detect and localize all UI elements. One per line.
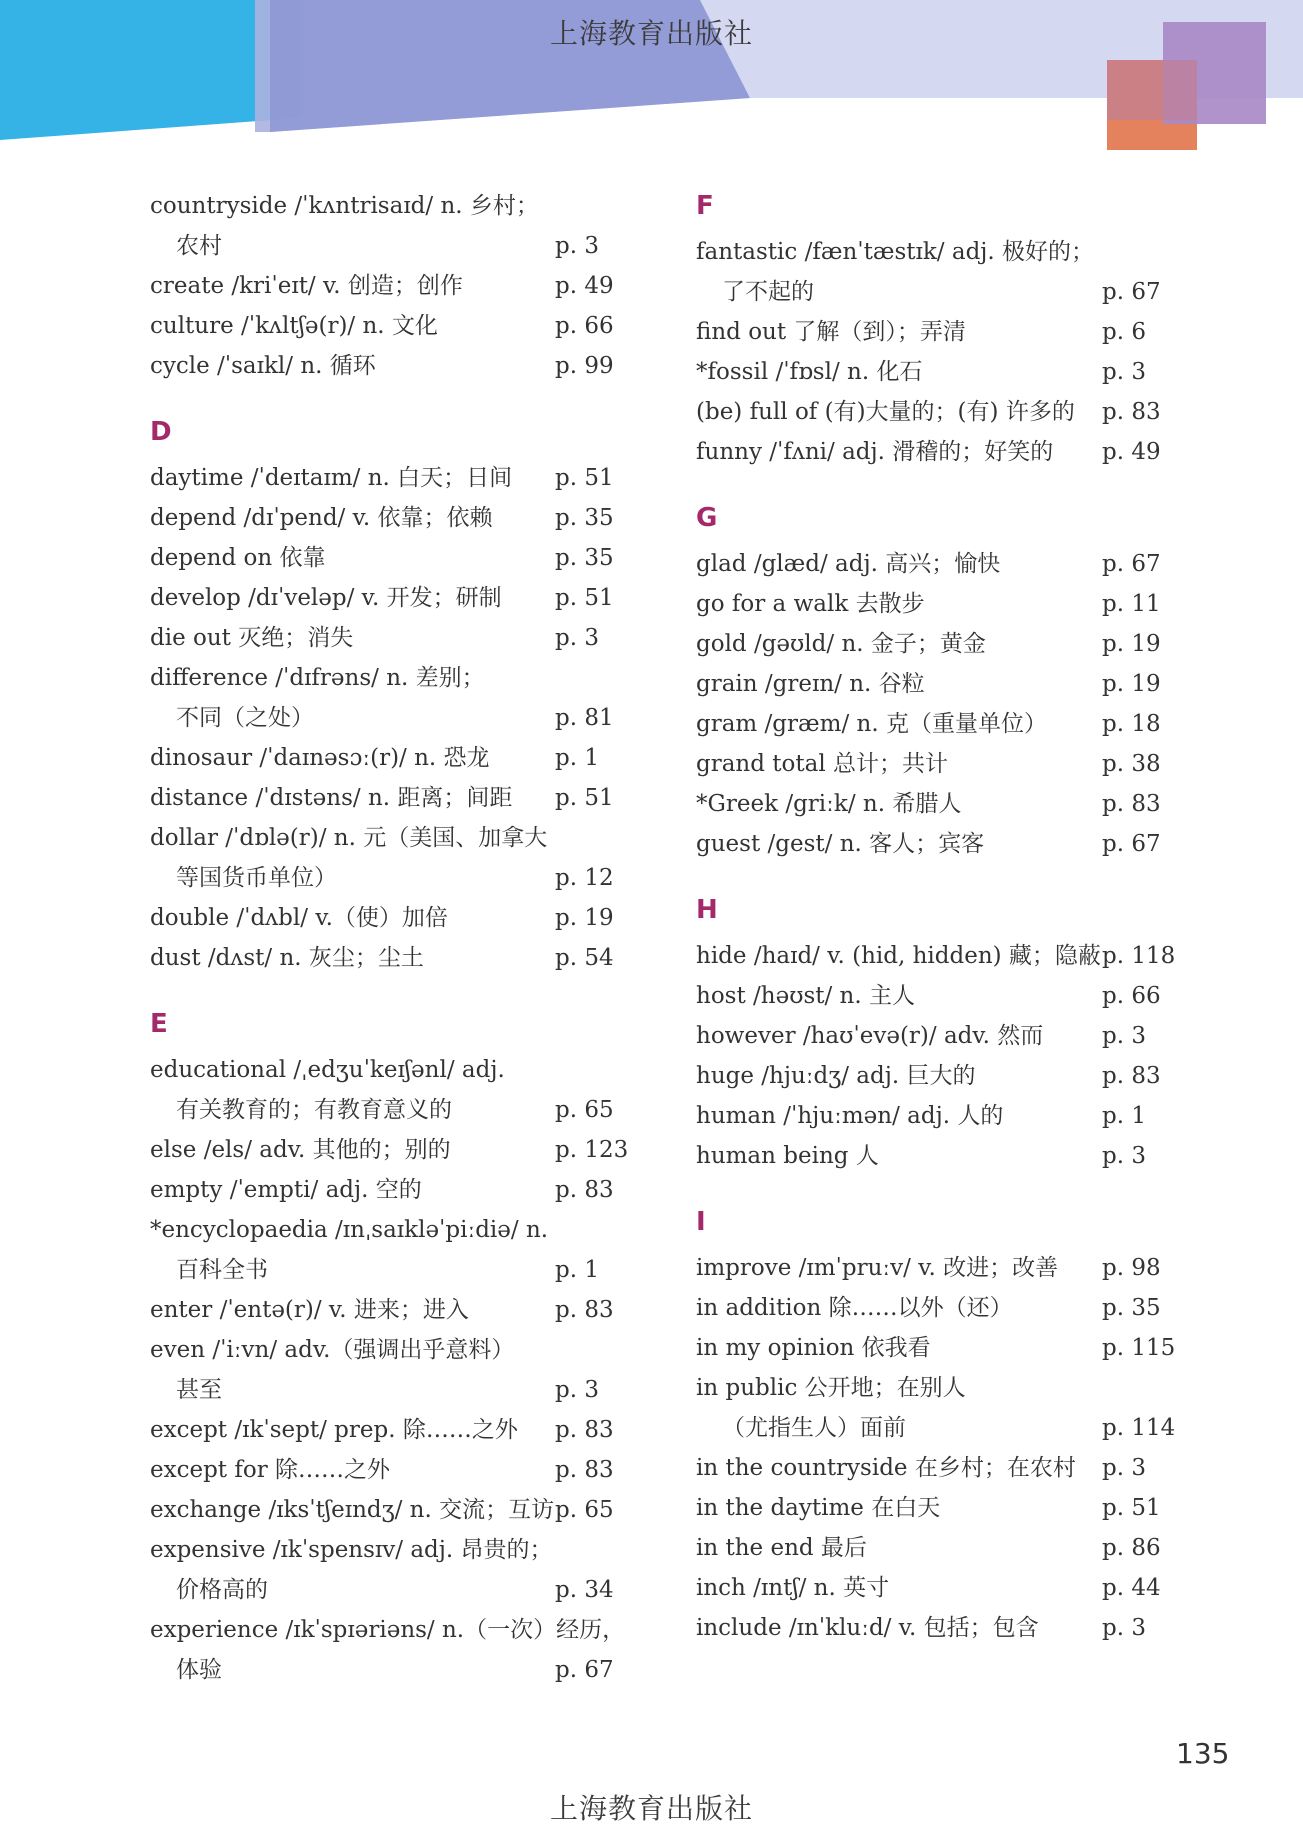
entry-text: empty /ˈempti/ adj. 空的 xyxy=(150,1177,422,1203)
glossary-entry xyxy=(150,1330,640,1370)
entry-text: funny /ˈfʌni/ adj. 滑稽的；好笑的 xyxy=(696,439,1054,465)
page-reference: p. 11 xyxy=(1102,591,1161,617)
entry-text: educational /ˌedʒuˈkeɪʃənl/ adj. xyxy=(150,1057,505,1083)
page-reference: p. 49 xyxy=(1102,439,1161,465)
entry-text: cycle /ˈsaɪkl/ n. 循环 xyxy=(150,353,376,379)
glossary-entry-continuation xyxy=(150,1090,640,1130)
entry-text: dust /dʌst/ n. 灰尘；尘土 xyxy=(150,945,424,971)
entry-text: culture /ˈkʌltʃə(r)/ n. 文化 xyxy=(150,313,438,339)
glossary-entry xyxy=(150,1490,640,1530)
entry-text: grand total 总计；共计 xyxy=(696,751,948,777)
page-reference: p. 51 xyxy=(555,785,614,811)
entry-text: gold /gəʊld/ n. 金子；黄金 xyxy=(696,631,986,657)
entry-text: in the end 最后 xyxy=(696,1535,867,1561)
glossary-column-left xyxy=(150,186,640,1690)
entry-text: inch /ɪntʃ/ n. 英寸 xyxy=(696,1575,890,1601)
entry-text: in public 公开地；在别人 xyxy=(696,1375,966,1401)
section-letter: G xyxy=(696,503,718,533)
glossary-entry xyxy=(696,1528,1176,1568)
entry-text: however /haʊˈevə(r)/ adv. 然而 xyxy=(696,1023,1044,1049)
page-reference: p. 3 xyxy=(555,625,599,651)
glossary-entry xyxy=(696,1448,1176,1488)
glossary-entry xyxy=(696,936,1176,976)
entry-text: dollar /ˈdɒlə(r)/ n. 元（美国、加拿大 xyxy=(150,825,548,851)
page-reference: p. 118 xyxy=(1102,943,1176,969)
page-reference: p. 83 xyxy=(1102,791,1161,817)
entry-text: 了不起的 xyxy=(722,279,814,305)
entry-text: guest /gest/ n. 客人；宾客 xyxy=(696,831,985,857)
page-reference: p. 38 xyxy=(1102,751,1161,777)
page-reference: p. 86 xyxy=(1102,1535,1161,1561)
entry-text: develop /dɪˈveləp/ v. 开发；研制 xyxy=(150,585,502,611)
glossary-entry-continuation xyxy=(150,1650,640,1690)
glossary-entry-continuation xyxy=(150,858,640,898)
entry-text: *fossil /ˈfɒsl/ n. 化石 xyxy=(696,359,923,385)
entry-text: grain /greɪn/ n. 谷粒 xyxy=(696,671,925,697)
glossary-entry xyxy=(150,818,640,858)
glossary-entry xyxy=(696,312,1176,352)
page-reference: p. 18 xyxy=(1102,711,1161,737)
page-reference: p. 35 xyxy=(1102,1295,1161,1321)
glossary-entry-continuation xyxy=(150,1250,640,1290)
entry-text: enter /ˈentə(r)/ v. 进来；进入 xyxy=(150,1297,469,1323)
entry-text: except /ɪkˈsept/ prep. 除……之外 xyxy=(150,1417,518,1443)
glossary-entry xyxy=(696,1608,1176,1648)
glossary-entry xyxy=(696,432,1176,472)
entry-text: (be) full of (有)大量的；(有) 许多的 xyxy=(696,399,1075,425)
page-reference: p. 115 xyxy=(1102,1335,1176,1361)
glossary-entry xyxy=(150,1210,640,1250)
page-reference: p. 12 xyxy=(555,865,614,891)
entry-text: improve /ɪmˈpruːv/ v. 改进；改善 xyxy=(696,1255,1059,1281)
page-reference: p. 3 xyxy=(1102,1615,1146,1641)
glossary-entry xyxy=(150,458,640,498)
page-reference: p. 81 xyxy=(555,705,614,731)
glossary-entry xyxy=(150,618,640,658)
page-reference: p. 1 xyxy=(555,745,599,771)
entry-text: except for 除……之外 xyxy=(150,1457,391,1483)
section-letter: D xyxy=(150,417,172,447)
entry-text: fantastic /fænˈtæstɪk/ adj. 极好的； xyxy=(696,239,1095,265)
entry-text: go for a walk 去散步 xyxy=(696,591,925,617)
page-reference: p. 66 xyxy=(1102,983,1161,1009)
page-reference: p. 51 xyxy=(1102,1495,1161,1521)
section-letter: H xyxy=(696,895,718,925)
entry-text: in the countryside 在乡村；在农村 xyxy=(696,1455,1076,1481)
glossary-entry xyxy=(696,1568,1176,1608)
glossary-entry xyxy=(696,1488,1176,1528)
entry-text: 等国货币单位） xyxy=(176,865,337,891)
page-reference: p. 6 xyxy=(1102,319,1146,345)
entry-text: countryside /ˈkʌntrisaɪd/ n. 乡村； xyxy=(150,193,539,219)
glossary-entry xyxy=(696,744,1176,784)
page-reference: p. 66 xyxy=(555,313,614,339)
page-reference: p. 51 xyxy=(555,465,614,491)
glossary-entry xyxy=(150,1530,640,1570)
entry-text: depend on 依靠 xyxy=(150,545,326,571)
page-reference: p. 35 xyxy=(555,505,614,531)
glossary-entry xyxy=(150,778,640,818)
glossary-entry xyxy=(696,1248,1176,1288)
entry-text: 有关教育的；有教育意义的 xyxy=(176,1097,452,1123)
entry-text: （尤指生人）面前 xyxy=(722,1415,906,1441)
entry-text: create /kriˈeɪt/ v. 创造；创作 xyxy=(150,273,463,299)
glossary-entry xyxy=(696,584,1176,624)
glossary-entry xyxy=(696,1136,1176,1176)
entry-text: daytime /ˈdeɪtaɪm/ n. 白天；日间 xyxy=(150,465,513,491)
section-letter: I xyxy=(696,1207,706,1237)
entry-text: 不同（之处） xyxy=(176,705,314,731)
glossary-entry xyxy=(150,1610,640,1650)
publisher-header: 上海教育出版社 xyxy=(549,17,753,50)
glossary-entry xyxy=(696,1288,1176,1328)
page-reference: p. 123 xyxy=(555,1137,629,1163)
entry-text: 价格高的 xyxy=(176,1577,268,1603)
page-reference: p. 83 xyxy=(1102,399,1161,425)
page-reference: p. 67 xyxy=(555,1657,614,1683)
entry-text: 农村 xyxy=(176,233,222,259)
glossary-entry xyxy=(150,938,640,978)
glossary-entry xyxy=(150,538,640,578)
glossary-entry xyxy=(696,1096,1176,1136)
entry-text: even /ˈiːvn/ adv.（强调出乎意料） xyxy=(150,1337,515,1363)
glossary-entry xyxy=(696,784,1176,824)
glossary-entry xyxy=(696,976,1176,1016)
entry-text: expensive /ɪkˈspensɪv/ adj. 昂贵的； xyxy=(150,1537,553,1563)
glossary-entry xyxy=(150,346,640,386)
page-reference: p. 83 xyxy=(555,1297,614,1323)
page-reference: p. 83 xyxy=(555,1417,614,1443)
page-number: 135 xyxy=(1176,1737,1230,1770)
glossary-entry xyxy=(696,704,1176,744)
entry-text: experience /ɪkˈspɪəriəns/ n.（一次）经历， xyxy=(150,1617,626,1643)
glossary-entry xyxy=(150,1290,640,1330)
entry-text: 体验 xyxy=(176,1657,222,1683)
glossary-entry-continuation xyxy=(150,1570,640,1610)
page-reference: p. 19 xyxy=(1102,631,1161,657)
page-reference: p. 1 xyxy=(1102,1103,1146,1129)
entry-text: in addition 除……以外（还） xyxy=(696,1295,1013,1321)
page-reference: p. 67 xyxy=(1102,279,1161,305)
section-letter: E xyxy=(150,1009,168,1039)
glossary-entry xyxy=(150,186,640,226)
page-reference: p. 83 xyxy=(555,1457,614,1483)
entry-text: 甚至 xyxy=(176,1377,222,1403)
page-reference: p. 51 xyxy=(555,585,614,611)
page-reference: p. 19 xyxy=(555,905,614,931)
page-reference: p. 3 xyxy=(1102,359,1146,385)
glossary-entry xyxy=(150,898,640,938)
glossary-entry xyxy=(150,266,640,306)
glossary-entry-continuation xyxy=(150,698,640,738)
entry-text: human /ˈhjuːmən/ adj. 人的 xyxy=(696,1103,1004,1129)
glossary-entry xyxy=(150,306,640,346)
glossary-entry xyxy=(696,1056,1176,1096)
glossary-entry xyxy=(696,232,1176,272)
entry-text: human being 人 xyxy=(696,1143,879,1169)
page-reference: p. 19 xyxy=(1102,671,1161,697)
entry-text: include /ɪnˈkluːd/ v. 包括；包含 xyxy=(696,1615,1039,1641)
glossary-column-right xyxy=(696,186,1176,1648)
glossary-entry xyxy=(150,658,640,698)
glossary-entry-continuation xyxy=(150,1370,640,1410)
page-reference: p. 3 xyxy=(1102,1455,1146,1481)
page-reference: p. 67 xyxy=(1102,831,1161,857)
glossary-entry xyxy=(696,352,1176,392)
page-reference: p. 54 xyxy=(555,945,614,971)
entry-text: glad /glæd/ adj. 高兴；愉快 xyxy=(696,551,1001,577)
glossary-entry-continuation xyxy=(150,226,640,266)
page-reference: p. 3 xyxy=(555,1377,599,1403)
glossary-entry xyxy=(696,1016,1176,1056)
page-reference: p. 3 xyxy=(1102,1143,1146,1169)
entry-text: difference /ˈdɪfrəns/ n. 差别； xyxy=(150,665,485,691)
page-reference: p. 67 xyxy=(1102,551,1161,577)
glossary-entry xyxy=(696,544,1176,584)
entry-text: die out 灭绝；消失 xyxy=(150,625,354,651)
glossary-entry xyxy=(696,1328,1176,1368)
glossary-entry xyxy=(150,1130,640,1170)
glossary-entry xyxy=(150,1170,640,1210)
entry-text: 百科全书 xyxy=(176,1257,268,1283)
page-reference: p. 3 xyxy=(1102,1023,1146,1049)
entry-text: else /els/ adv. 其他的；别的 xyxy=(150,1137,451,1163)
entry-text: huge /hjuːdʒ/ adj. 巨大的 xyxy=(696,1063,976,1089)
page-reference: p. 49 xyxy=(555,273,614,299)
page-reference: p. 34 xyxy=(555,1577,614,1603)
entry-text: in the daytime 在白天 xyxy=(696,1495,941,1521)
page-reference: p. 3 xyxy=(555,233,599,259)
section-letter: F xyxy=(696,191,714,221)
entry-text: depend /dɪˈpend/ v. 依靠；依赖 xyxy=(150,505,493,531)
entry-text: exchange /ɪksˈtʃeɪndʒ/ n. 交流；互访 xyxy=(150,1497,555,1523)
page-reference: p. 83 xyxy=(1102,1063,1161,1089)
glossary-entry xyxy=(150,498,640,538)
page-reference: p. 1 xyxy=(555,1257,599,1283)
entry-text: find out 了解（到）；弄清 xyxy=(696,319,966,345)
entry-text: *Greek /griːk/ n. 希腊人 xyxy=(696,791,962,817)
entry-text: gram /græm/ n. 克（重量单位） xyxy=(696,711,1047,737)
glossary-entry xyxy=(696,664,1176,704)
glossary-entry xyxy=(150,738,640,778)
entry-text: distance /ˈdɪstəns/ n. 距离；间距 xyxy=(150,785,513,811)
entry-text: in my opinion 依我看 xyxy=(696,1335,931,1361)
entry-text: host /həʊst/ n. 主人 xyxy=(696,983,915,1009)
glossary-entry xyxy=(150,1050,640,1090)
page-reference: p. 44 xyxy=(1102,1575,1161,1601)
page-reference: p. 35 xyxy=(555,545,614,571)
glossary-entry xyxy=(696,392,1176,432)
page-reference: p. 99 xyxy=(555,353,614,379)
glossary-entry xyxy=(150,1450,640,1490)
page-reference: p. 114 xyxy=(1102,1415,1176,1441)
glossary-entry xyxy=(696,824,1176,864)
publisher-footer: 上海教育出版社 xyxy=(549,1792,753,1825)
entry-text: hide /haɪd/ v. (hid, hidden) 藏；隐蔽 xyxy=(696,943,1101,969)
entry-text: double /ˈdʌbl/ v.（使）加倍 xyxy=(150,905,448,931)
entry-text: dinosaur /ˈdaɪnəsɔː(r)/ n. 恐龙 xyxy=(150,745,490,771)
page-reference: p. 83 xyxy=(555,1177,614,1203)
glossary-entry xyxy=(150,1410,640,1450)
page-reference: p. 65 xyxy=(555,1497,614,1523)
glossary-entry xyxy=(150,578,640,618)
glossary-entry-continuation xyxy=(696,1408,1176,1448)
glossary-entry xyxy=(696,1368,1176,1408)
glossary-entry-continuation xyxy=(696,272,1176,312)
page-reference: p. 98 xyxy=(1102,1255,1161,1281)
glossary-entry xyxy=(696,624,1176,664)
entry-text: *encyclopaedia /ɪnˌsaɪkləˈpiːdiə/ n. xyxy=(150,1217,549,1243)
page-reference: p. 65 xyxy=(555,1097,614,1123)
